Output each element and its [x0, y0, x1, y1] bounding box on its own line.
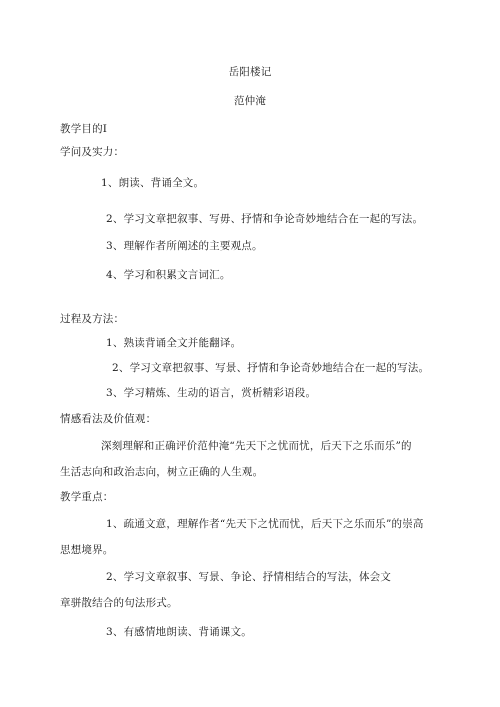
- emotion-line-2: 生活志向和政治志向，树立正确的人生观。: [60, 466, 264, 478]
- focus-item-2-line-1: 2、学习文章叙事、写景、争论、抒情相结合的写法，体会文: [106, 571, 392, 583]
- focus-item-3: 3、有感情地朗读、背诵课文。: [106, 626, 252, 638]
- document-title: 岳阳楼记: [228, 66, 272, 78]
- knowledge-heading: 学问及实力：: [60, 146, 125, 158]
- focus-item-1-line-1: 1、疏通文意，理解作者“先天下之忧而忧，后天下之乐而乐”的崇高: [106, 518, 424, 530]
- document-author: 范仲淹: [233, 95, 267, 107]
- focus-heading: 教学重点：: [60, 491, 114, 503]
- knowledge-item-4: 4、学习和积累文言词汇。: [106, 269, 231, 281]
- process-item-3: 3、学习精炼、生动的语言，赏析精彩语段。: [106, 387, 317, 399]
- emotion-heading: 情感看法及价值观：: [60, 413, 157, 425]
- process-item-2: 2、学习文章把叙事、写景、抒情和争论奇妙地结合在一起的写法。: [112, 362, 430, 374]
- focus-item-2-line-2: 章骈散结合的句法形式。: [60, 597, 178, 609]
- objectives-heading: 教学目的I: [60, 123, 108, 135]
- knowledge-item-1: 1、朗读、背诵全文。: [101, 177, 205, 189]
- knowledge-item-2: 2、学习文章把叙事、写毋、抒情和争论奇妙地结合在一起的写法。: [106, 213, 424, 225]
- focus-item-1-line-2: 思想境界。: [60, 544, 114, 556]
- process-heading: 过程及方法：: [60, 313, 125, 325]
- process-item-1: 1、熟读背诵全文并能翻译。: [106, 337, 242, 349]
- emotion-line-1: 深刻理解和正确评价范仲淹“先天下之忧而忧，后天下之乐而乐”的: [101, 440, 412, 452]
- knowledge-item-3: 3、理解作者所阐述的主要观点。: [106, 240, 263, 252]
